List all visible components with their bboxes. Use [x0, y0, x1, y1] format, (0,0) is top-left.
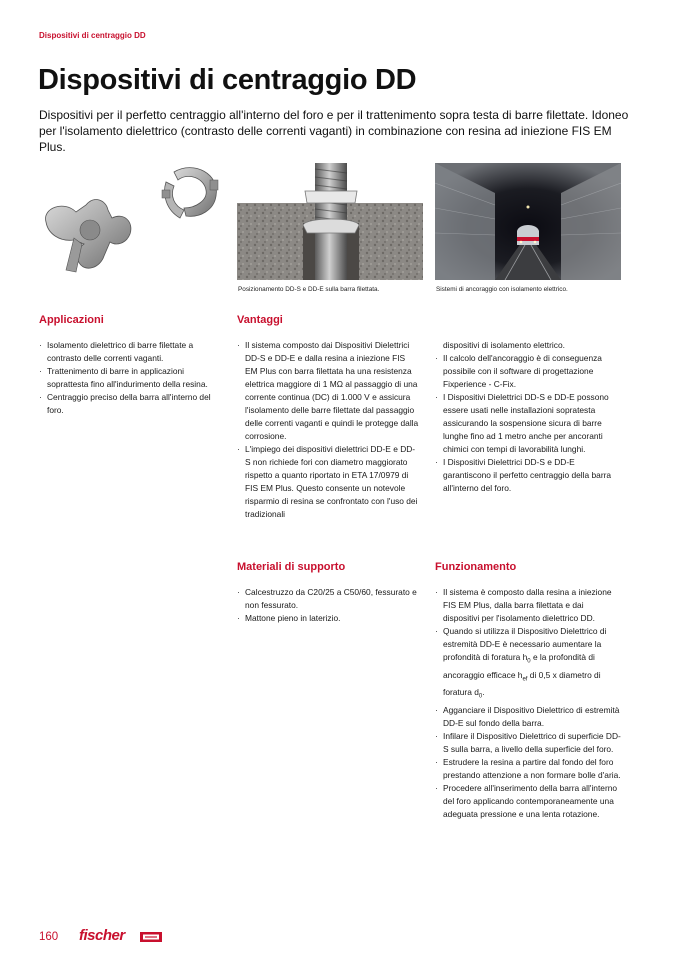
list-funzionamento — [435, 586, 621, 821]
list-item: · L'impiego dei dispositivi dielettrici DD-E e DD-S non richiede fori con diametro maggiorato rispetto a quanto riportato in ETA 17/0979 di FIS EM Plus. Questo consente un notevole risparmio di resina se confrontato con l'uso dei tradizionali — [237, 443, 419, 521]
list-item: · I Dispositivi Dielettrici DD-S e DD-E possono essere usati nelle installazioni sopratesta assicurando la sospensione sicura di barre lunghe fino ad 1 metro anche per ancoranti chimici con tempi di lavorabilità lunghi. — [435, 391, 621, 456]
list-applicazioni — [39, 339, 219, 417]
page-number: 160 — [39, 931, 59, 943]
intro-paragraph: Dispositivi per il perfetto centraggio all'interno del foro e per il trattenimento sopra testa di barre filettate. Idoneo per l'isolamento dielettrico (contrasto delle correnti vaganti) in combinazione con resina ad iniezione FIS EM Plus. — [39, 108, 629, 154]
list-item: · Agganciare il Dispositivo Dielettrico di estremità DD-E sul fondo della barra. — [435, 704, 621, 730]
brand-logo: fischer — [79, 927, 125, 944]
list-item: · Infilare il Dispositivo Dielettrico di superficie DD-S sulla barra, a livello della superficie del foro. — [435, 730, 621, 756]
list-item: · Il calcolo dell'ancoraggio è di conseguenza possibile con il software di progettazione Fixperience - C-Fix. — [435, 352, 621, 391]
list-item: · Trattenimento di barre in applicazioni soprattesta fino all'indurimento della resina. — [39, 365, 219, 391]
page-title: Dispositivi di centraggio DD — [38, 64, 417, 96]
list-item: · Mattone pieno in laterizio. — [237, 612, 417, 625]
heading-vantaggi: Vantaggi — [237, 314, 283, 326]
list-item: · Il sistema composto dai Dispositivi Dielettrici DD-S e DD-E e dalla resina a iniezione FIS EM Plus con barra filettata ha una resistenza elettrica maggiore di 1 MΩ al passaggio di una corrente continua (DC) di 1.000 V e assicura l'isolamento delle barre filettate dal passaggio delle correnti vaganti e quindi le protegge dalla corrosione. — [237, 339, 419, 443]
list-materiali — [237, 586, 417, 625]
list-item: · Procedere all'inserimento della barra all'interno del foro applicando contemporaneamente una adeguata pressione e una lenta rotazione. — [435, 782, 621, 821]
caption-tunnel: Sistemi di ancoraggio con isolamento elettrico. — [436, 286, 568, 293]
list-item-continuation: dispositivi di isolamento elettrico. — [443, 340, 565, 350]
fischer-logo-icon — [140, 931, 162, 943]
dd-e-device-icon — [46, 200, 131, 272]
list-item: · Calcestruzzo da C20/25 a C50/60, fessurato e non fessurato. — [237, 586, 417, 612]
heading-applicazioni: Applicazioni — [39, 314, 104, 326]
list-item: · Estrudere la resina a partire dal fondo del foro prestando attenzione a non formare bolle d'aria. — [435, 756, 621, 782]
rod-installation-photo — [237, 163, 423, 280]
caption-rod-installation: Posizionamento DD-S e DD-E sulla barra filettata. — [238, 286, 380, 293]
running-header: Dispositivi di centraggio DD — [39, 31, 146, 40]
heading-funzionamento: Funzionamento — [435, 561, 517, 573]
tunnel-train-photo — [435, 163, 621, 280]
product-image-dd-devices — [34, 160, 224, 285]
list-item: · Quando si utilizza il Dispositivo Dielettrico di estremità DD-E è necessario aumentare la profondità di foratura $h_0$ e la profondità di ancoraggio efficace $h_{ef}$ di 0,5 x diametro di foratura $d_0$. — [435, 625, 621, 704]
list-item: · I Dispositivi Dielettrici DD-S e DD-E garantiscono il perfetto centraggio della barra all'interno del foro. — [435, 456, 621, 495]
list-item: · Centraggio preciso della barra all'interno del foro. — [39, 391, 219, 417]
list-vantaggi-col2 — [435, 339, 621, 495]
list-item: · Isolamento dielettrico di barre filettate a contrasto delle correnti vaganti. — [39, 339, 219, 365]
list-vantaggi-col1 — [237, 339, 419, 521]
list-item: · Il sistema è composto dalla resina a iniezione FIS EM Plus, dalla barra filettata e dai dispositivi per l'isolamento dielettrico DD. — [435, 586, 621, 625]
heading-materiali: Materiali di supporto — [237, 561, 346, 573]
dd-s-device-icon — [162, 168, 218, 218]
